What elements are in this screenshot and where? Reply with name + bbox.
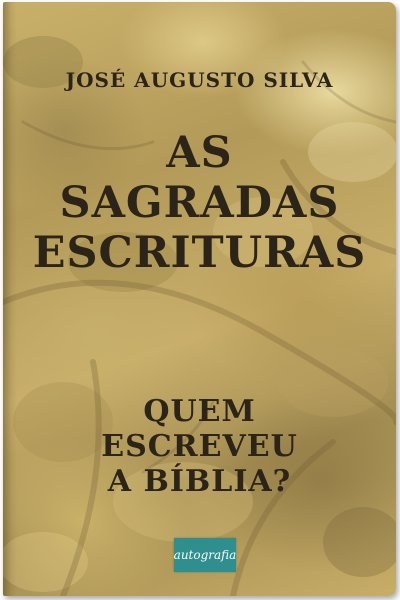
author-name: JOSÉ AUGUSTO SILVA [65,68,334,92]
book-subtitle [3,394,396,499]
book-title [3,128,396,278]
book-cover [3,2,396,596]
subtitle-line: QUEM [143,394,256,429]
subtitle-line: A BÍBLIA? [107,464,292,499]
title-line: ESCRITURAS [32,228,367,278]
title-line: SAGRADAS [59,178,340,228]
subtitle-line: ESCREVEU [101,429,298,464]
publisher-logo: autografia [174,538,236,572]
title-line: AS [166,128,233,178]
